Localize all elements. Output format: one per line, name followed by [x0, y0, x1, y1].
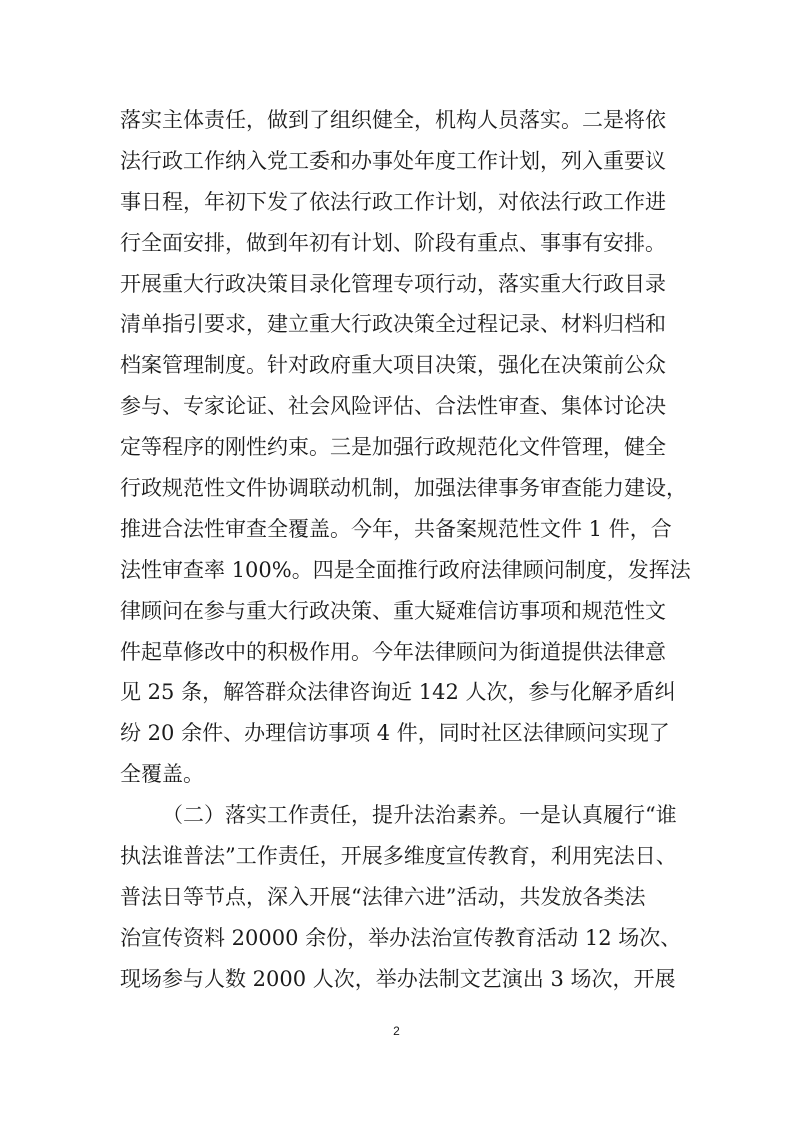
- text-line: 全覆盖。: [120, 762, 204, 787]
- text-line: 开展重大行政决策目录化管理专项行动，落实重大行政目录: [120, 271, 666, 296]
- text-line: 清单指引要求，建立重大行政决策全过程记录、材料归档和: [120, 312, 666, 337]
- section-heading-line: （二）落实工作责任，提升法治素养。一是认真履行“谁: [162, 803, 677, 828]
- text-line: 参与、专家论证、社会风险评估、合法性审查、集体讨论决: [120, 394, 666, 419]
- document-body: [120, 100, 691, 1000]
- text-line: 法性审查率 100%。四是全面推行政府法律顾问制度，发挥法: [120, 557, 691, 582]
- text-line: 定等程序的刚性约束。三是加强行政规范化文件管理，健全: [120, 435, 666, 460]
- text-line: 治宣传资料 20000 余份，举办法治宣传教育活动 12 场次、: [120, 925, 682, 950]
- text-line: 行政规范性文件协调联动机制，加强法律事务审查能力建设，: [120, 476, 687, 501]
- text-line: 执法谁普法”工作责任，开展多维度宣传教育，利用宪法日、: [120, 844, 677, 869]
- text-line: 现场参与人数 2000 人次，举办法制文艺演出 3 场次，开展: [120, 966, 676, 991]
- text-line: 事日程，年初下发了依法行政工作计划，对依法行政工作进: [120, 189, 666, 214]
- text-line: 律顾问在参与重大行政决策、重大疑难信访事项和规范性文: [120, 598, 666, 623]
- page-number: 2: [393, 1024, 400, 1038]
- text-line: 档案管理制度。针对政府重大项目决策，强化在决策前公众: [120, 353, 666, 378]
- text-line: 见 25 条，解答群众法律咨询近 142 人次，参与化解矛盾纠: [120, 680, 676, 705]
- text-line: 纷 20 余件、办理信访事项 4 件，同时社区法律顾问实现了: [120, 721, 670, 746]
- text-line: 件起草修改中的积极作用。今年法律顾问为街道提供法律意: [120, 639, 666, 664]
- text-line: 落实主体责任，做到了组织健全，机构人员落实。二是将依: [120, 108, 666, 132]
- text-line: 法行政工作纳入党工委和办事处年度工作计划，列入重要议: [120, 148, 666, 173]
- text-line: 推进合法性审查全覆盖。今年，共备案规范性文件 1 件，合: [120, 516, 672, 541]
- text-line: 普法日等节点，深入开展“法律六进”活动，共发放各类法: [120, 884, 646, 909]
- text-line: 行全面安排，做到年初有计划、阶段有重点、事事有安排。: [120, 230, 666, 255]
